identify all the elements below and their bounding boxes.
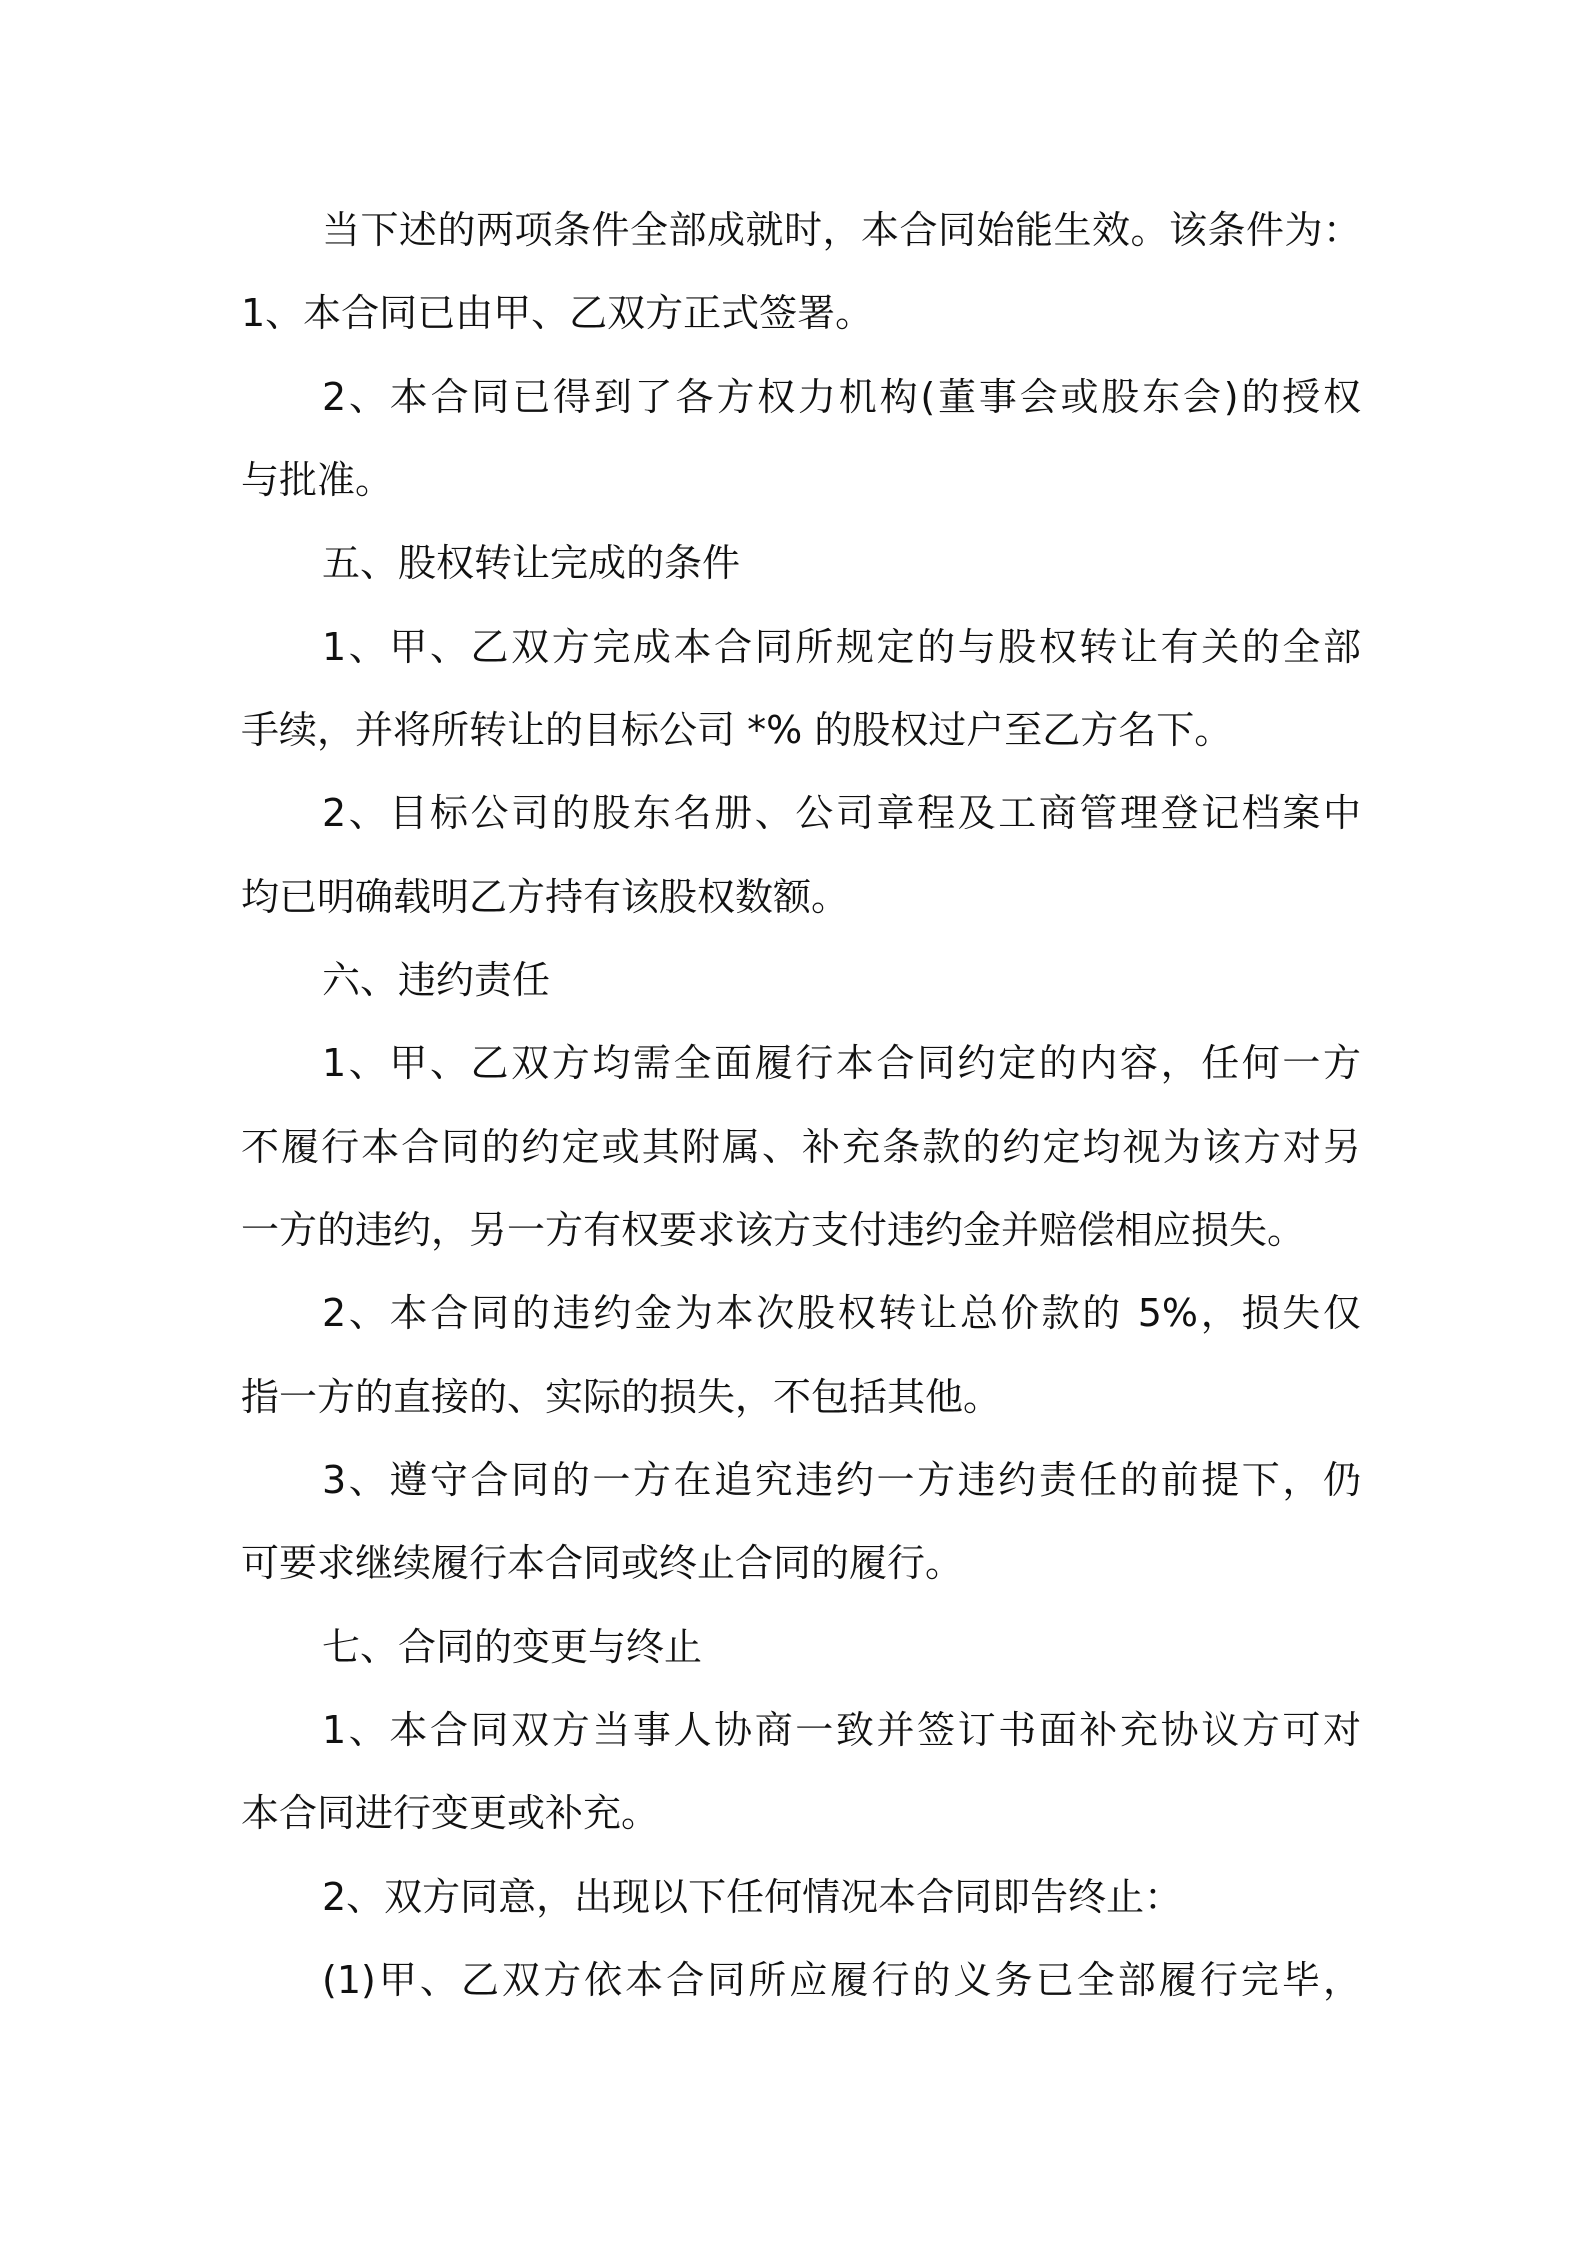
text-line: (1)甲、乙双方依本合同所应履行的义务已全部履行完毕， [322,1958,1361,2002]
text-line: 一方的违约，另一方有权要求该方支付违约金并赔偿相应损失。 [241,1208,1306,1252]
text-line: 均已明确载明乙方持有该股权数额。 [241,875,850,919]
text-line: 2、本合同已得到了各方权力机构(董事会或股东会)的授权 [322,375,1361,419]
text-line: 1、本合同已由甲、乙双方正式签署。 [241,291,874,335]
text-line: 不履行本合同的约定或其附属、补充条款的约定均视为该方对另 [241,1125,1361,1169]
text-line: 2、本合同的违约金为本次股权转让总价款的 5%，损失仅 [322,1291,1361,1335]
section-heading: 七、合同的变更与终止 [322,1625,703,1669]
text-line: 与批准。 [241,458,394,502]
text-line: 2、目标公司的股东名册、公司章程及工商管理登记档案中 [322,791,1361,835]
text-line: 指一方的直接的、实际的损失，不包括其他。 [241,1375,1002,1419]
text-line: 当下述的两项条件全部成就时，本合同始能生效。该条件为： [322,208,1361,252]
text-line: 1、甲、乙双方完成本合同所规定的与股权转让有关的全部 [322,625,1361,669]
text-line: 本合同进行变更或补充。 [241,1791,660,1835]
text-line: 2、双方同意，出现以下任何情况本合同即告终止： [322,1875,1183,1919]
text-line: 3、遵守合同的一方在追究违约一方违约责任的前提下，仍 [322,1458,1361,1502]
text-line: 1、甲、乙双方均需全面履行本合同约定的内容，任何一方 [322,1041,1361,1085]
text-line: 手续，并将所转让的目标公司 *% 的股权过户至乙方名下。 [241,708,1233,752]
section-heading: 六、违约责任 [322,958,551,1002]
section-heading: 五、股权转让完成的条件 [322,541,741,585]
text-line: 1、本合同双方当事人协商一致并签订书面补充协议方可对 [322,1708,1361,1752]
text-line: 可要求继续履行本合同或终止合同的履行。 [241,1541,964,1585]
